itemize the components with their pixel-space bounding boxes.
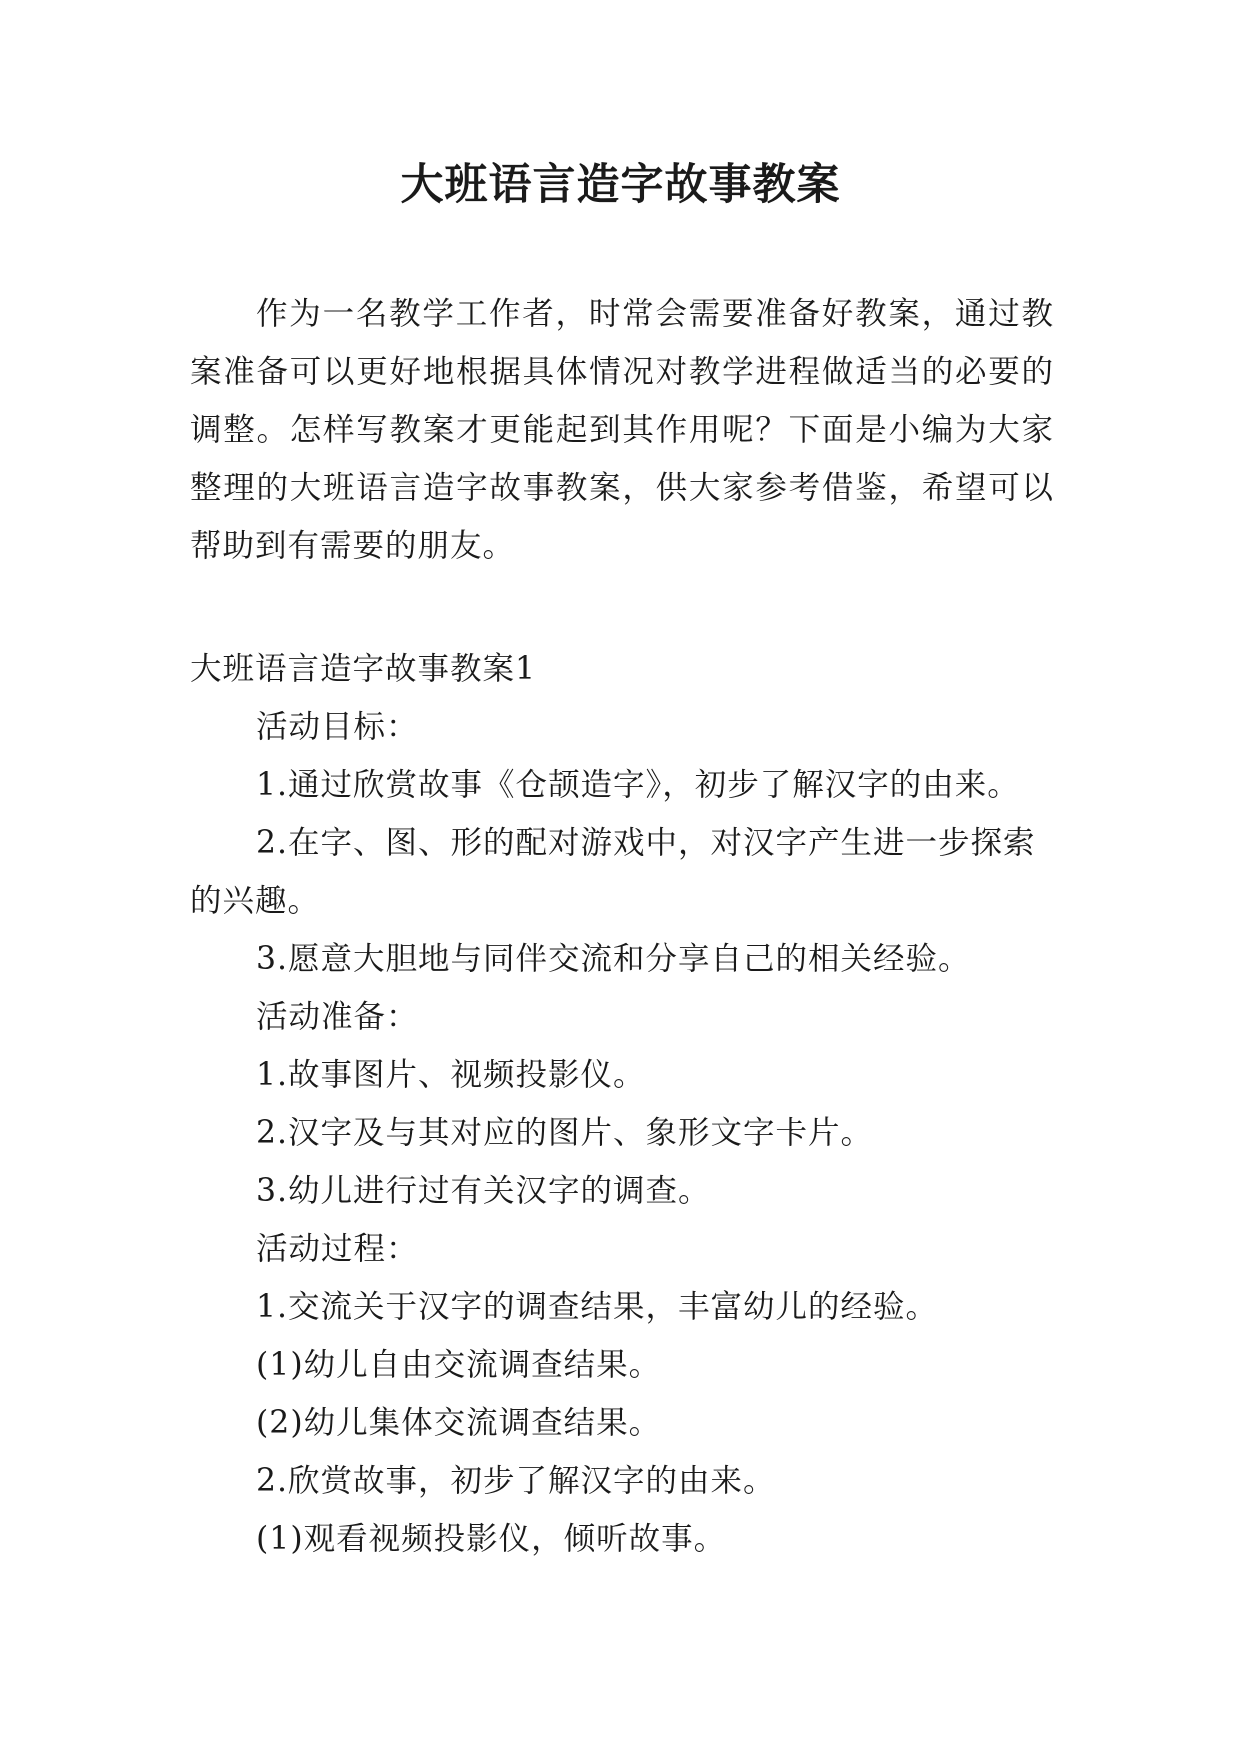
preparation-item: 3.幼儿进行过有关汉字的调查。	[256, 1173, 711, 1209]
preparation-item: 2.汉字及与其对应的图片、象形文字卡片。	[256, 1115, 874, 1151]
process-step: 1.交流关于汉字的调查结果，丰富幼儿的经验。	[256, 1289, 939, 1325]
lesson-plan-body	[190, 640, 1054, 1568]
goal-item: 3.愿意大胆地与同伴交流和分享自己的相关经验。	[256, 941, 971, 977]
process-step: 2.欣赏故事，初步了解汉字的由来。	[256, 1463, 776, 1499]
goal-item: 2.在字、图、形的配对游戏中，对汉字产生进一步探索的兴趣。	[190, 825, 1036, 919]
goal-item: 1.通过欣赏故事《仓颉造字》，初步了解汉字的由来。	[256, 767, 1020, 803]
process-substep: (1)观看视频投影仪，倾听故事。	[256, 1521, 727, 1557]
activity-preparation-heading: 活动准备：	[256, 999, 419, 1035]
intro-paragraph: 作为一名教学工作者，时常会需要准备好教案，通过教案准备可以更好地根据具体情况对教学进程做适当的必要的调整。怎样写教案才更能起到其作用呢？下面是小编为大家整理的大班语言造字故事教案，供大家参考借鉴，希望可以帮助到有需要的朋友。	[190, 296, 1054, 564]
activity-goals-heading: 活动目标：	[256, 709, 419, 745]
preparation-item: 1.故事图片、视频投影仪。	[256, 1057, 646, 1093]
activity-process-heading: 活动过程：	[256, 1231, 419, 1267]
process-substep: (1)幼儿自由交流调查结果。	[256, 1347, 662, 1383]
document-title: 大班语言造字故事教案	[400, 160, 841, 210]
process-substep: (2)幼儿集体交流调查结果。	[256, 1405, 662, 1441]
section-heading: 大班语言造字故事教案1	[190, 651, 537, 687]
